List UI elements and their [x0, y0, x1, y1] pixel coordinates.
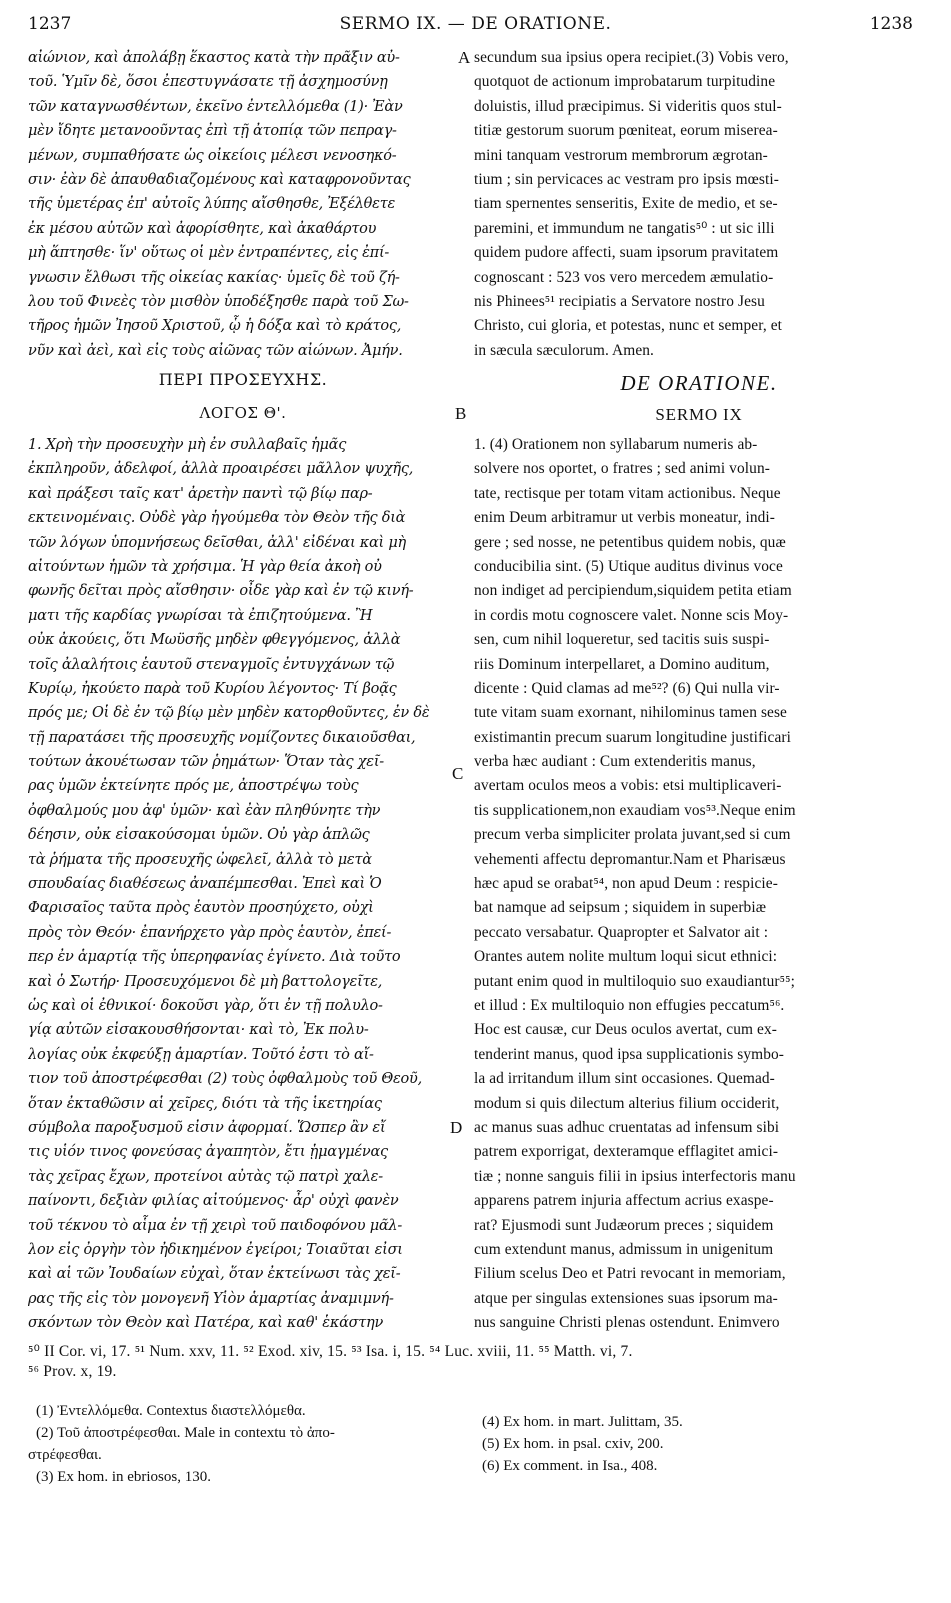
- note-line: (4) Ex hom. in mart. Julittam, 35.: [482, 1414, 683, 1430]
- latin-body-column: [474, 433, 924, 1335]
- latin-top-column: [474, 46, 924, 363]
- greek-line: λου τοῦ Φινεὲς τὸν μισθὸν ὑποδέξησθε παρὰ τοῦ Σω-: [28, 293, 409, 310]
- latin-line: Christo, cui gloria, et potestas, nunc et semper, et: [474, 317, 783, 335]
- greek-line: μὲν ἴδητε μετανοοῦντας ἐπὶ τῇ ἀτοπίᾳ τῶν πεπραγ-: [28, 123, 397, 140]
- greek-line: περ ἐν ἁμαρτίᾳ τῆς ὑπερηφανίας ἐγίνετο. Διὰ τοῦτο: [28, 949, 401, 966]
- latin-line: nis Phinees⁵¹ recipiatis a Servatore nostro Jesu: [474, 292, 765, 310]
- note-line: (1) Ἐντελλόμεθα. Contextus διαστελλόμεθα.: [36, 1403, 306, 1419]
- greek-line: καὶ πράξεσι ταῖς κατ' ἀρετὴν παντὶ τῷ βίῳ παρ-: [28, 485, 373, 502]
- latin-line: vehementi affectu depromantur.Nam et Pharisæus: [474, 850, 786, 868]
- greek-line: ρας ὑμῶν ἐκτείνητε πρός με, ἀποστρέψω τοὺς: [28, 778, 359, 795]
- note-line: στρέφεσθαι.: [28, 1447, 102, 1463]
- greek-line: τῶν καταγνωσθέντων, ἐκεῖνο ἐντελλόμεθα (1)· Ἐὰν: [28, 98, 403, 115]
- greek-line: ματι τῆς καρδίας γνωρίσαι τὰ ἐπιζητούμενα. Ἢ: [28, 607, 373, 624]
- greek-line: μένων, συμπαθήσατε ὡς οἰκείοις μέλεσι νενοσηκό-: [28, 147, 397, 164]
- page-number-right: 1238: [869, 14, 913, 34]
- greek-line: τούτων ἀκουέτωσαν τῶν ῥημάτων· Ὅταν τὰς χεῖ-: [28, 754, 384, 771]
- greek-line: σιν· ἐὰν δὲ ἀπαυθαδιαζομένους καὶ καταφρονοῦντας: [28, 171, 411, 188]
- latin-line: tenderint manus, quod ipsa supplicationis symbo-: [474, 1045, 785, 1063]
- greek-line: ὡς καὶ οἱ ἐθνικοί· δοκοῦσι γὰρ, ὅτι ἐν τῇ πολυλο-: [28, 997, 383, 1014]
- greek-line: τὰ ῥήματα τῆς προσευχῆς ὠφελεῖ, ἀλλὰ τὸ μετὰ: [28, 851, 372, 868]
- greek-line: καὶ αἱ τῶν Ἰουδαίων εὐχαὶ, ὅταν ἐκτείνωσι τὰς χεῖ-: [28, 1266, 401, 1283]
- latin-line: modum si quis dilectum alterius filium occiderit,: [474, 1094, 780, 1112]
- latin-line: gere ; sed nosse, ne petentibus quidem nobis, quæ: [474, 533, 786, 551]
- greek-line: τοῦ τέκνου τὸ αἷμα ἐν τῇ χειρὶ τοῦ παιδοφόνου μᾶλ-: [28, 1217, 403, 1234]
- greek-line: τῆρος ἡμῶν Ἰησοῦ Χριστοῦ, ᾧ ἡ δόξα καὶ τὸ κράτος,: [28, 318, 402, 335]
- greek-line: λον εἰς ὀργὴν τὸν ἠδικημένον ἐγείροι; Τοιαῦται εἰσι: [28, 1241, 403, 1258]
- greek-line: πρός με; Οἱ δὲ ἐν τῷ βίῳ μὲν μηδὲν κατορθοῦντες, ἐν δὲ: [28, 705, 430, 722]
- latin-line: Orantes autem nolite multum loqui sicut ethnici:: [474, 948, 778, 966]
- running-header: [0, 14, 951, 44]
- latin-line: nus sanguine Christi plenas ostendunt. Enimvero: [474, 1314, 780, 1332]
- latin-line: in sæcula sæculorum. Amen.: [474, 341, 655, 359]
- greek-line: 1. Χρὴ τὴν προσευχὴν μὴ ἐν συλλαβαῖς ἡμᾶς: [28, 437, 347, 453]
- notes-left: [28, 1400, 335, 1488]
- greek-line: σύμβολα παροξυσμοῦ εἰσιν ἀφορμαί. Ὥσπερ ἂν εἴ: [28, 1119, 386, 1136]
- latin-line: doluistis, illud præcipimus. Si videritis quos stul-: [474, 97, 782, 115]
- latin-line: Filium scelus Deo et Patri revocant in memoriam,: [474, 1265, 786, 1283]
- greek-line: φωνῆς δεῖται πρὸς αἴσθησιν· οἶδε γὰρ καὶ ἐν τῷ κινή-: [28, 583, 414, 600]
- latin-line: mini tanquam vestrorum membrorum ægrotan-: [474, 146, 768, 164]
- greek-line: εκτεινομέναις. Οὐδὲ γὰρ ἡγούμεθα τὸν Θεὸν τῆς διὰ: [28, 510, 406, 527]
- running-title: SERMO IX. — DE ORATIONE.: [339, 14, 612, 34]
- greek-line: τοῖς ἀλαλήτοις ἑαυτοῦ στεναγμοῖς ἐντυγχάνων τῷ: [28, 656, 395, 673]
- greek-line: σπουδαίας διαθέσεως ἀναπέμπεσθαι. Ἐπεὶ καὶ Ὁ: [28, 876, 382, 893]
- greek-line: νῦν καὶ ἀεὶ, καὶ εἰς τοὺς αἰῶνας τῶν αἰώνων. Ἀμήν.: [28, 342, 403, 359]
- greek-line: ἐκπληροῦν, ἀδελφοί, ἀλλὰ προαιρέσει μᾶλλον ψυχῆς,: [28, 461, 414, 478]
- latin-line: solvere nos oportet, o fratres ; sed animi volun-: [474, 460, 770, 478]
- latin-line: tiam spernentes senseritis, Exite de medio, et se-: [474, 195, 778, 213]
- margin-letter-b: B: [455, 404, 467, 423]
- greek-section-title: ΠΕΡΙ ΠΡΟΣΕΥΧΗΣ.: [158, 370, 328, 389]
- latin-line: cognoscant : 523 vos vero mercedem æmulatio-: [474, 268, 774, 286]
- greek-line: γνωσιν ἔλθωσι τῆς οἰκείας κακίας· ὑμεῖς δὲ τοῦ ζή-: [28, 269, 400, 286]
- greek-line: τῆς ὑμετέρας ἐπ' αὐτοῖς λύπης αἴσθησθε, Ἐξέλθετε: [28, 196, 395, 213]
- greek-line: δέησιν, οὐκ εἰσακούσομαι ὑμῶν. Οὐ γὰρ ἁπλῶς: [28, 827, 370, 844]
- greek-line: αἰώνιον, καὶ ἀπολάβῃ ἕκαστος κατὰ τὴν πρᾶξιν αὐ-: [28, 50, 400, 66]
- latin-line: putant enim quod in multiloquio suo exaudiantur⁵⁵;: [474, 972, 795, 990]
- margin-letter-d: D: [450, 1118, 463, 1137]
- greek-line: ὀφθαλμούς μου ἀφ' ὑμῶν· καὶ ἐὰν πληθύνητε τὴν: [28, 802, 381, 819]
- latin-line: 1. (4) Orationem non syllabarum numeris ab-: [474, 436, 758, 453]
- latin-line: hæc apud se orabat⁵⁴, non apud Deum : respicie-: [474, 875, 778, 893]
- latin-line: et illud : Ex multiloquio non effugies peccatum⁵⁶.: [474, 996, 785, 1014]
- latin-line: secundum sua ipsius opera recipiet.(3) Vobis vero,: [474, 49, 789, 66]
- greek-line: αἰτούντων ἡμῶν τὰ χρήσιμα. Ἡ γὰρ θεία ἀκοὴ οὐ: [28, 558, 382, 575]
- latin-line: avertam oculos meos a vobis: etsi multiplicaveri-: [474, 777, 782, 795]
- greek-line: ὅταν ἐκταθῶσιν αἱ χεῖρες, διότι τὰ τῆς ἱκετηρίας: [28, 1095, 382, 1112]
- latin-line: verba hæc audiant : Cum extenderitis manus,: [474, 753, 756, 771]
- notes-right: [482, 1411, 683, 1477]
- greek-body-column: [28, 433, 458, 1335]
- scripture-ref-line: ⁵⁶ Prov. x, 19.: [28, 1363, 117, 1380]
- greek-line: τῶν λόγων ὑπομνήσεως δεῖσθαι, ἀλλ' εἰδέναι καὶ μὴ: [28, 534, 406, 551]
- latin-line: paremini, et immundum ne tangatis⁵⁰ : ut sic illi: [474, 219, 775, 237]
- latin-line: atque per singulas extensiones suas ipsorum ma-: [474, 1289, 778, 1307]
- latin-line: tium ; sin pervicaces ac vestram pro ipsis mœsti-: [474, 170, 779, 188]
- greek-line: τοῦ. Ὑμῖν δὲ, ὅσοι ἐπεστυγνάσατε τῇ ἀσχημοσύνῃ: [28, 74, 388, 91]
- latin-line: ac manus suas adhuc cruentatas ad infensum sibi: [474, 1118, 780, 1136]
- greek-line: λογίας οὐκ ἐκφεύξῃ ἁμαρτίαν. Τοῦτό ἐστι τὸ αἴ-: [28, 1046, 374, 1063]
- latin-line: non indiget ad percipiendum,siquidem petita etiam: [474, 582, 792, 600]
- greek-line: Φαρισαῖος ταῦτα πρὸς ἑαυτὸν προσηύχετο, οὐχὶ: [28, 900, 374, 917]
- latin-line: tate, rectisque per totam vitam actionibus. Neque: [474, 484, 781, 502]
- greek-line: πρὸς τὸν Θεόν· ἐπανήρχετο γὰρ πρὸς ἑαυτὸν, ἐπεί-: [28, 924, 392, 941]
- latin-line: dicente : Quid clamas ad me⁵²? (6) Qui nulla vir-: [474, 679, 780, 697]
- latin-line: Hoc est causæ, cur Deus oculos avertat, cum ex-: [474, 1021, 778, 1039]
- latin-line: cum extendunt manus, admissum in unigenitum: [474, 1240, 774, 1258]
- greek-line: παίνοντι, δεξιὰν φιλίας αἰτούμενος· ἆρ' οὐχὶ φανὲν: [28, 1193, 399, 1210]
- latin-line: rat? Ejusmodi sunt Judæorum preces ; siquidem: [474, 1216, 774, 1234]
- latin-line: tiæ ; nonne sanguis filii in ipsius interfectoris manu: [474, 1167, 796, 1185]
- latin-line: tis supplicationem,non exaudiam vos⁵³.Neque enim: [474, 801, 796, 819]
- latin-line: in cordis motu cognoscere valet. Nonne scis Moy-: [474, 606, 789, 624]
- greek-line: Κυρίῳ, ἠκούετο παρὰ τοῦ Κυρίου λέγοντος· Τί βοᾷς: [28, 680, 397, 697]
- greek-line: οὐκ ἀκούεις, ὅτι Μωϋσῆς μηδὲν φθεγγόμενος, ἀλλὰ: [28, 632, 401, 649]
- latin-line: apparens patrem injuria affectum acrius exaspe-: [474, 1192, 774, 1210]
- page-number-left: 1237: [28, 14, 72, 34]
- scripture-ref-line: ⁵⁰ II Cor. vi, 17. ⁵¹ Num. xxv, 11. ⁵² Exod. xiv, 15. ⁵³ Isa. i, 15. ⁵⁴ Luc. xviii, 11. ⁵⁵ Matth. vi, 7.: [28, 1343, 633, 1360]
- latin-line: peccato versabatur. Quapropter et Salvator ait :: [474, 923, 769, 941]
- latin-line: titiæ gestorum suorum pœniteat, eorum miserea-: [474, 122, 778, 140]
- latin-line: sen, cum nihil loqueretur, sed tacitis suis suspi-: [474, 631, 770, 649]
- greek-line: τῇ παρατάσει τῆς προσευχῆς νομίζοντες δικαιοῦσθαι,: [28, 729, 416, 746]
- greek-line: τις υἱόν τινος φονεύσας ἀγαπητὸν, ἔτι ᾑμαγμένας: [28, 1144, 388, 1161]
- note-line: (3) Ex hom. in ebriosos, 130.: [36, 1469, 211, 1485]
- latin-section-subtitle: SERMO IX: [655, 405, 743, 424]
- latin-line: enim Deum arbitramur ut verbis moneatur, indi-: [474, 509, 776, 527]
- greek-line: μὴ ἅπτησθε· ἵν' οὕτως οἱ μὲν ἐντραπέντες, εἰς ἐπί-: [28, 245, 390, 262]
- latin-line: tute vitam suam exornant, nihilominus tamen sese: [474, 704, 787, 722]
- latin-line: conducibilia sint. (5) Utique auditus divinus voce: [474, 557, 783, 575]
- latin-line: patrem exporrigat, dexteramque efflagitet amici-: [474, 1143, 779, 1161]
- note-line: (6) Ex comment. in Isa., 408.: [482, 1458, 658, 1474]
- greek-line: γίᾳ αὐτῶν εἰσακουσθήσονται· καὶ τὸ, Ἐκ πολυ-: [28, 1022, 369, 1039]
- note-line: (2) Τοῦ ἀποστρέφεσθαι. Male in contextu τὸ ἀπο-: [36, 1425, 335, 1441]
- greek-line: ἐκ μέσου αὐτῶν καὶ ἀφορίσθητε, καὶ ἀκαθάρτου: [28, 220, 377, 237]
- greek-section-subtitle: ΛΟΓΟΣ Θ'.: [199, 404, 287, 422]
- latin-line: existimantin precum suarum longitudine justificari: [474, 728, 792, 746]
- note-line: (5) Ex hom. in psal. cxiv, 200.: [482, 1436, 664, 1452]
- latin-line: bat namque ad seipsum ; siquidem in superbiæ: [474, 899, 767, 917]
- latin-line: riis Dominum interpellaret, a Domino auditum,: [474, 655, 770, 673]
- greek-line: σκόντων τὸν Θεὸν καὶ Πατέρα, καὶ καθ' ἑκάστην: [28, 1315, 384, 1332]
- greek-line: τὰς χεῖρας ἔχων, προτείνοι αὐτὰς τῷ πατρὶ χαλε-: [28, 1168, 383, 1185]
- greek-line: καὶ ὁ Σωτήρ· Προσευχόμενοι δὲ μὴ βαττολογεῖτε,: [28, 973, 383, 990]
- latin-section-title: DE ORATIONE.: [620, 371, 778, 395]
- greek-line: ρας τῆς εἰς τὸν μονογενῆ Υἱὸν ἁμαρτίας ἀναμιμνή-: [28, 1290, 394, 1307]
- margin-letter-a: A: [458, 48, 471, 67]
- latin-line: la ad irritandum illum sint occasiones. Quemad-: [474, 1070, 775, 1088]
- greek-line: τιον τοῦ ἀποστρέφεσθαι (2) τοὺς ὀφθαλμοὺς τοῦ Θεοῦ,: [28, 1071, 422, 1088]
- margin-letter-c: C: [452, 764, 464, 783]
- latin-line: precum verba simpliciter prolata juvant,sed si cum: [474, 826, 791, 844]
- scripture-references: [28, 1341, 633, 1383]
- greek-top-column: [28, 46, 458, 363]
- latin-line: quidem pudore affecti, suam ipsorum pravitatem: [474, 244, 779, 262]
- latin-line: quotquot de actionum improbatarum turpitudine: [474, 73, 776, 91]
